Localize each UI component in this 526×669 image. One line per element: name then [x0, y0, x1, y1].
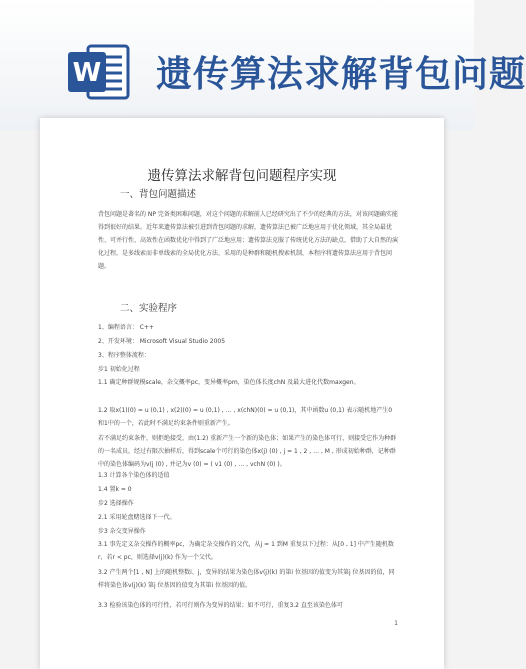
text-line: 1.4 置k = 0	[98, 486, 132, 493]
text-paragraph: 若不满足约束条件，则拒绝接受，由(1.2) 重新产生一个新的染色体；如果产生的染色体可行，则接受它作为种群的一名成员，经过有限次抽样后，得到scale个可行的染色体x(j) (0) , j = 1 , 2 , … , M , 形成初始种群，记种群中的染色体编码为v(j (0) , 并记为v (0) = ( v1 (0) , … , vchN (0) )。	[98, 435, 397, 468]
text-line: 3、程序整体流程：	[98, 352, 150, 359]
problem-description-paragraph: 背包问题是著名的 NP 完备类困难问题，对这个问题的求解前人已经研究出了不少的经典的方法，对该问题确实能得到很好的结果。近年来遗传算法被引进到背包问题的求解，遗传算法已被广泛地应用于优化领域，其全局最优性、可并行性、高效性在函数优化中得到了广泛地应用；遗传算法克服了传统优化方法的缺点，借助了大自然的演化过程，是多线索而非单线索的全局优化方法，采用的是种群和随机搜索机制，本程序将遗传算法应用于背包问题。	[98, 211, 399, 270]
text-line: 2.1 采用轮盘赌选择下一代。	[98, 514, 176, 521]
document-title: 遗传算法求解背包问题程序实现	[147, 168, 337, 184]
text-line: 1、编程语言： C++	[98, 324, 154, 331]
text-paragraph: 3.2 产生两个[1 , N] 上的随机整数i、j，变异的结果为染色体v(j)(k) 的第i 位基因的值变为其第j 位基因的值，同样将染色体v(j)(k) 第j 位基因的值变为其第i 位基因的值。	[98, 569, 395, 589]
page-number: 1	[394, 620, 398, 627]
document-page	[40, 118, 444, 669]
text-paragraph: 3.1 事先定义杂交操作的概率pc，为确定杂交操作的父代，从j = 1 到M 重复以下过程：从[0 , 1] 中产生随机数r，若r < pc，则选择v(j)(k) 作为一个父代。	[98, 541, 394, 561]
text-line: 步1 初始化过程	[98, 366, 140, 373]
text-line: 步3 杂交变异操作	[98, 528, 146, 535]
text-line: 1.3 计算各个染色体的适值	[98, 472, 170, 479]
text-paragraph: 1.2 取x(1)(0) = u (0,1) , x(2)(0) = u (0,1) , … , x(chN)(0) = u (0,1)，其中函数u (0,1) 表示随机地产生0和1中的一个，若此时不满足约束条件则重新产生。	[98, 407, 393, 427]
text-line: 2、开发环境： Microsoft Visual Studio 2005	[98, 338, 226, 345]
text-paragraph: 1.1 确定种群规模scale，杂交概率pc，变异概率pm，染色体长度chN 及最大进化代数maxgen。	[98, 379, 360, 386]
text-line: 步2 选择操作	[98, 500, 134, 507]
section-heading-problem: 一、背包问题描述	[120, 189, 197, 200]
banner-header	[0, 0, 526, 130]
section-heading-program: 二、实验程序	[120, 303, 178, 314]
text-line: 3.3 检验该染色体的可行性，若可行则作为变异的结果；如不可行，重复3.2 直至该染色体可	[98, 602, 343, 609]
word-document-icon	[66, 40, 132, 104]
word-logo-letter: W	[72, 58, 102, 88]
banner-title: 遗传算法求解背包问题	[156, 54, 526, 95]
